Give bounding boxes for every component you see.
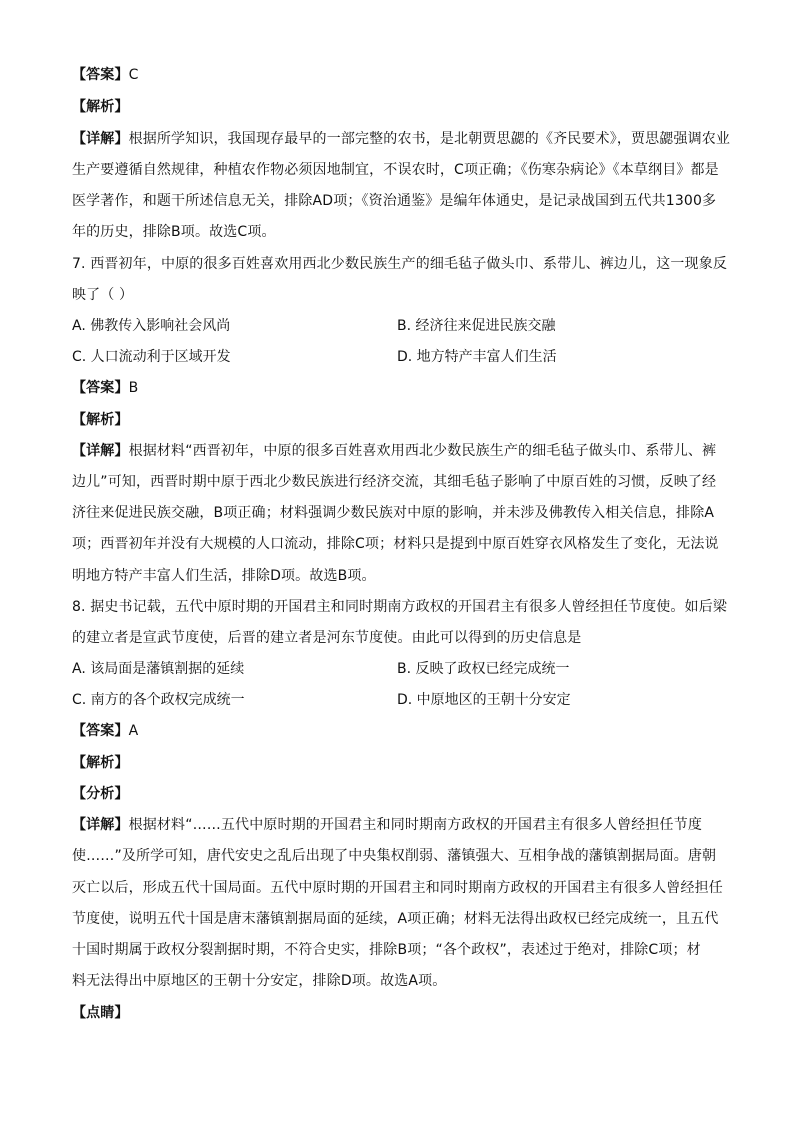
dianjing-heading — [72, 1003, 727, 1023]
question-7-option-a: A. 佛教传入影响社会风尚 — [72, 318, 231, 334]
question-8-option-c: C. 南方的各个政权完成统一 — [72, 692, 245, 708]
dianjing-tag: 【点睛】 — [72, 1005, 129, 1021]
detail-line — [72, 441, 727, 461]
answer-value: C — [128, 67, 139, 83]
detail-text: 根据所学知识，我国现存最早的一部完整的农书，是北朝贾思勰的《齐民要术》，贾思勰强调农业 — [128, 131, 731, 147]
detail-line: 料无法得出中原地区的王朝十分安定，排除D项。故选A项。 — [72, 973, 447, 989]
analysis-heading — [72, 753, 727, 773]
analysis-tag: 【解析】 — [72, 755, 129, 771]
analysis-heading — [72, 97, 727, 117]
detail-line: 济往来促进民族交融，B项正确；材料强调少数民族对中原的影响，并未涉及佛教传入相关信息，排除A — [72, 505, 715, 521]
analysis-tag: 【解析】 — [72, 412, 129, 428]
fenxi-heading — [72, 784, 727, 804]
question-7-option-b: B. 经济往来促进民族交融 — [397, 318, 556, 334]
analysis-heading — [72, 410, 727, 430]
question-8-option-b: B. 反映了政权已经完成统一 — [397, 661, 570, 677]
answer-line — [72, 65, 727, 85]
detail-line — [72, 815, 727, 835]
detail-line: 年的历史，排除B项。故选C项。 — [72, 224, 276, 240]
detail-line: 灭亡以后，形成五代十国局面。五代中原时期的开国君主和同时期南方政权的开国君主有很多人曾经担任 — [72, 880, 723, 896]
question-8-option-a: A. 该局面是藩镇割据的延续 — [72, 661, 245, 677]
answer-line — [72, 721, 727, 741]
question-7-stem: 映了（ ） — [72, 287, 134, 303]
question-8-option-d: D. 中原地区的王朝十分安定 — [397, 692, 571, 708]
fenxi-tag: 【分析】 — [72, 786, 129, 802]
detail-line: 生产要遵循自然规律，种植农作物必须因地制宜，不误农时，C项正确；《伤寒杂病论》《本草纲目》都是 — [72, 162, 719, 178]
detail-tag: 【详解】 — [72, 131, 129, 147]
detail-text: 根据材料“西晋初年，中原的很多百姓喜欢用西北少数民族生产的细毛毡子做头巾、系带儿、裤 — [128, 443, 717, 459]
analysis-tag: 【解析】 — [72, 99, 129, 115]
detail-line: 明地方特产丰富人们生活，排除D项。故选B项。 — [72, 568, 376, 584]
detail-line: 十国时期属于政权分裂割据时期，不符合史实，排除B项；“各个政权”，表述过于绝对，排除C项；材 — [72, 942, 701, 958]
detail-line: 项；西晋初年并没有大规模的人口流动，排除C项；材料只是提到中原百姓穿衣风格发生了变化，无法说 — [72, 536, 719, 552]
question-7-option-d: D. 地方特产丰富人们生活 — [397, 349, 557, 365]
question-8-stem: 8. 据史书记载，五代中原时期的开国君主和同时期南方政权的开国君主有很多人曾经担任节度使。如后梁 — [72, 599, 728, 615]
answer-line — [72, 378, 727, 398]
answer-tag: 【答案】 — [72, 723, 129, 739]
detail-tag: 【详解】 — [72, 817, 129, 833]
answer-tag: 【答案】 — [72, 67, 129, 83]
question-7-stem: 7. 西晋初年，中原的很多百姓喜欢用西北少数民族生产的细毛毡子做头巾、系带儿、裤边儿，这一现象反 — [72, 256, 728, 272]
detail-text: 根据材料“……五代中原时期的开国君主和同时期南方政权的开国君主有很多人曾经担任节度 — [128, 817, 703, 833]
detail-line: 使……”及所学可知，唐代安史之乱后出现了中央集权削弱、藩镇强大、互相争战的藩镇割据局面。唐朝 — [72, 848, 717, 864]
detail-line: 医学著作，和题干所述信息无关，排除AD项；《资治通鉴》是编年体通史，是记录战国到五代共1300多 — [72, 193, 717, 209]
answer-tag: 【答案】 — [72, 380, 129, 396]
question-8-stem: 的建立者是宣武节度使，后晋的建立者是河东节度使。由此可以得到的历史信息是 — [72, 630, 582, 646]
answer-value: B — [128, 380, 139, 396]
detail-tag: 【详解】 — [72, 443, 129, 459]
answer-value: A — [128, 723, 139, 739]
detail-line: 边儿”可知，西晋时期中原于西北少数民族进行经济交流，其细毛毡子影响了中原百姓的习惯，反映了经 — [72, 474, 717, 490]
detail-line: 节度使，说明五代十国是唐末藩镇割据局面的延续，A项正确；材料无法得出政权已经完成统一，且五代 — [72, 911, 719, 927]
question-7-option-c: C. 人口流动利于区域开发 — [72, 349, 231, 365]
detail-line — [72, 129, 731, 149]
